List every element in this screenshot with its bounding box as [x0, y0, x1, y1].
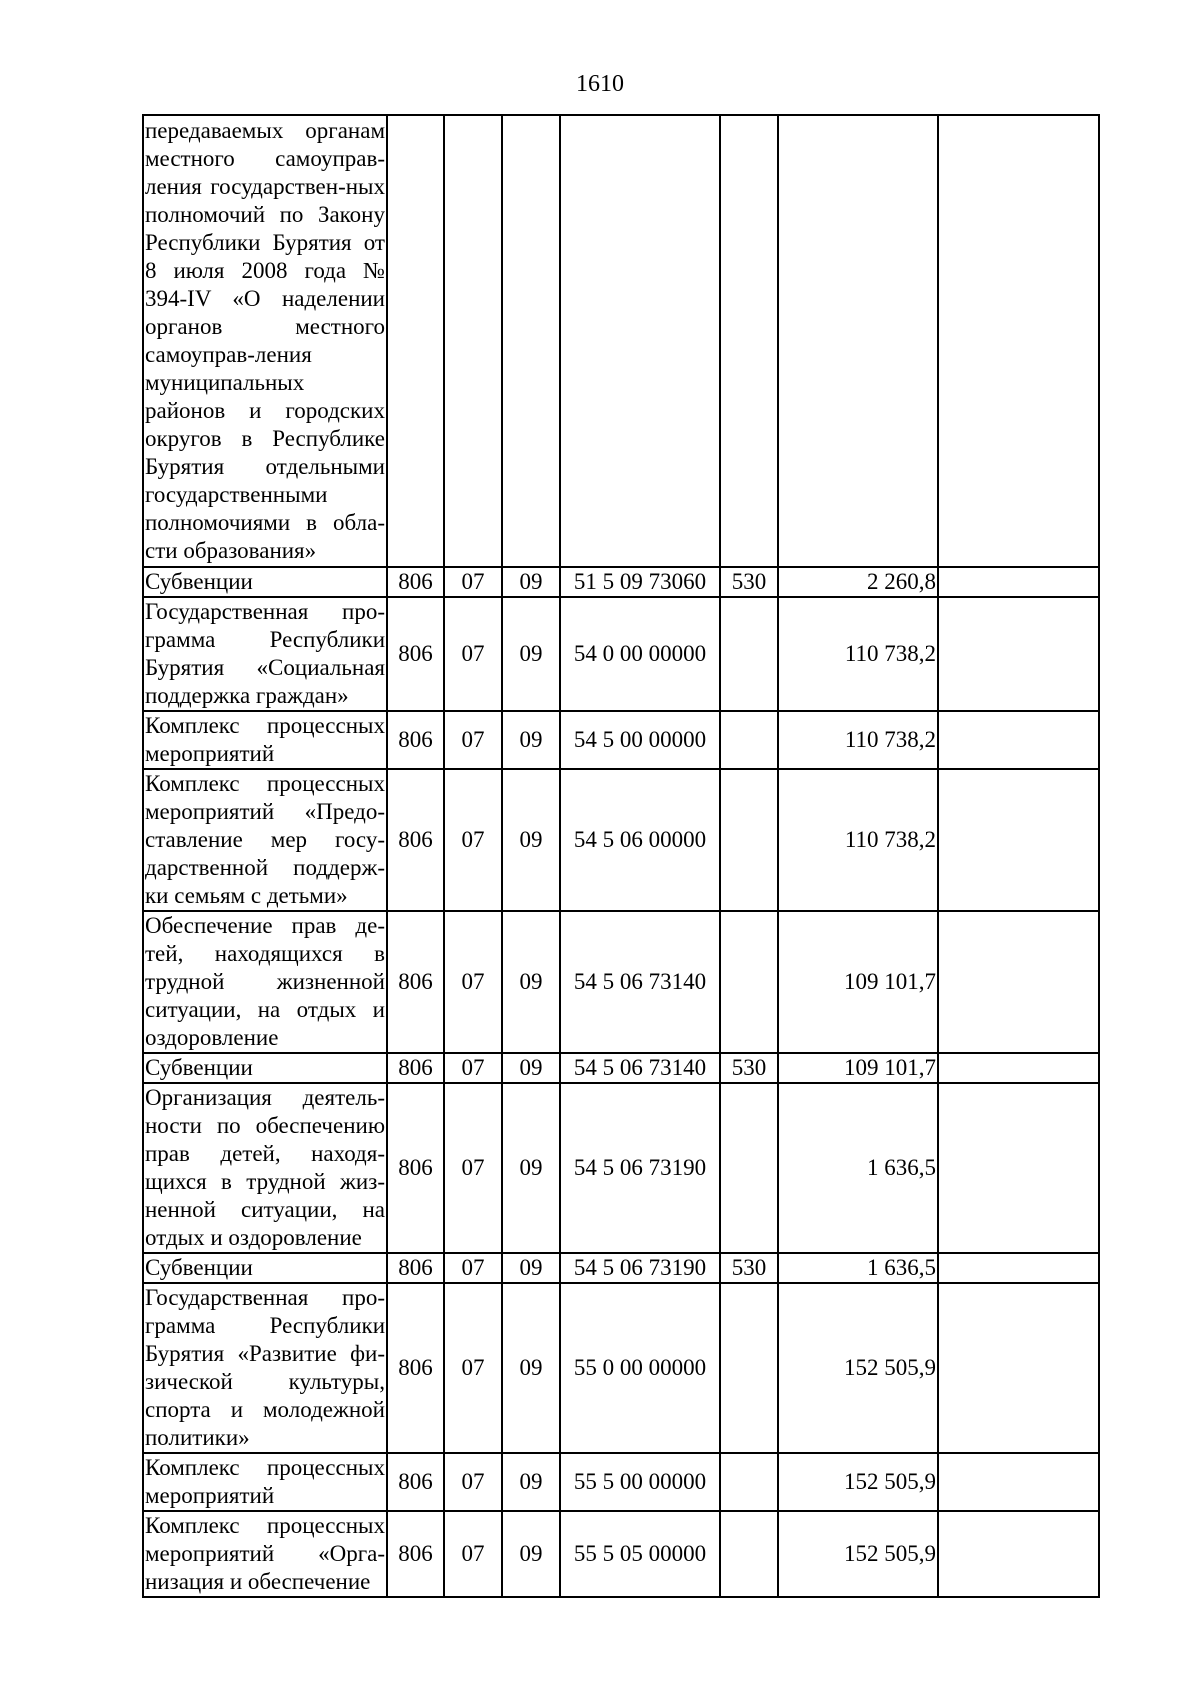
extra-column — [938, 1053, 1099, 1083]
ved-code: 806 — [387, 1083, 444, 1253]
extra-column — [938, 597, 1099, 711]
target-article-code: 54 5 06 73190 — [560, 1253, 720, 1283]
target-article-code: 54 5 06 73140 — [560, 911, 720, 1053]
table-row — [143, 711, 1099, 769]
expense-type-code — [720, 711, 778, 769]
amount: 110 738,2 — [778, 769, 938, 911]
expense-type-code — [720, 1283, 778, 1453]
section-code: 07 — [444, 1511, 502, 1597]
amount: 152 505,9 — [778, 1283, 938, 1453]
subsection-code: 09 — [502, 1253, 560, 1283]
table-row — [143, 1053, 1099, 1083]
amount: 109 101,7 — [778, 1053, 938, 1083]
row-name: Субвенции — [143, 567, 387, 597]
row-name: Организация деятель-ности по обеспечению прав детей, находя-щихся в трудной жиз-ненной ситуации, на отдых и оздоровление — [143, 1083, 387, 1253]
section-code: 07 — [444, 769, 502, 911]
table-row — [143, 1283, 1099, 1453]
ved-code: 806 — [387, 769, 444, 911]
row-name: Субвенции — [143, 1053, 387, 1083]
extra-column — [938, 1283, 1099, 1453]
expense-type-code: 530 — [720, 1053, 778, 1083]
section-code: 07 — [444, 911, 502, 1053]
extra-column — [938, 1511, 1099, 1597]
target-article-code — [560, 115, 720, 567]
page-number: 1610 — [576, 71, 624, 97]
row-name: передаваемых органам местного самоуправ-ления государствен-ных полномочий по Закону Республики Бурятия от 8 июля 2008 года № 394-IV «О наделении органов местного самоуправ-ления муниципальных районов и городских округов в Республике Бурятия отдельными государственными полномочиями в обла-сти образования» — [143, 115, 387, 567]
section-code: 07 — [444, 1253, 502, 1283]
amount: 110 738,2 — [778, 597, 938, 711]
row-name: Государственная про-грамма Республики Бурятия «Развитие фи-зической культуры, спорта и молодежной политики» — [143, 1283, 387, 1453]
extra-column — [938, 911, 1099, 1053]
expense-type-code: 530 — [720, 1253, 778, 1283]
extra-column — [938, 567, 1099, 597]
target-article-code: 54 5 06 73190 — [560, 1083, 720, 1253]
subsection-code: 09 — [502, 567, 560, 597]
ved-code: 806 — [387, 1053, 444, 1083]
extra-column — [938, 1083, 1099, 1253]
amount — [778, 115, 938, 567]
ved-code: 806 — [387, 1253, 444, 1283]
row-name: Комплекс процессных мероприятий — [143, 711, 387, 769]
target-article-code: 54 0 00 00000 — [560, 597, 720, 711]
section-code: 07 — [444, 567, 502, 597]
table-row — [143, 597, 1099, 711]
row-name: Обеспечение прав де-тей, находящихся в трудной жизненной ситуации, на отдых и оздоровление — [143, 911, 387, 1053]
row-name: Субвенции — [143, 1253, 387, 1283]
row-name: Комплекс процессных мероприятий — [143, 1453, 387, 1511]
expense-type-code — [720, 1511, 778, 1597]
table-row — [143, 115, 1099, 567]
table-row — [143, 1511, 1099, 1597]
subsection-code: 09 — [502, 769, 560, 911]
expense-type-code — [720, 769, 778, 911]
ved-code: 806 — [387, 567, 444, 597]
table-row — [143, 769, 1099, 911]
extra-column — [938, 1453, 1099, 1511]
table-row — [143, 1253, 1099, 1283]
budget-table — [142, 114, 1100, 1598]
amount: 1 636,5 — [778, 1253, 938, 1283]
target-article-code: 54 5 00 00000 — [560, 711, 720, 769]
section-code: 07 — [444, 597, 502, 711]
amount: 110 738,2 — [778, 711, 938, 769]
amount: 109 101,7 — [778, 911, 938, 1053]
row-name: Комплекс процессных мероприятий «Предо-ставление мер госу-дарственной поддерж-ки семьям с детьми» — [143, 769, 387, 911]
ved-code: 806 — [387, 1453, 444, 1511]
table-row — [143, 1083, 1099, 1253]
subsection-code — [502, 115, 560, 567]
extra-column — [938, 1253, 1099, 1283]
extra-column — [938, 769, 1099, 911]
expense-type-code — [720, 1083, 778, 1253]
target-article-code: 54 5 06 73140 — [560, 1053, 720, 1083]
extra-column — [938, 115, 1099, 567]
table-row — [143, 1453, 1099, 1511]
expense-type-code: 530 — [720, 567, 778, 597]
expense-type-code — [720, 597, 778, 711]
amount: 2 260,8 — [778, 567, 938, 597]
subsection-code: 09 — [502, 1083, 560, 1253]
table-row — [143, 567, 1099, 597]
amount: 152 505,9 — [778, 1511, 938, 1597]
section-code: 07 — [444, 1083, 502, 1253]
subsection-code: 09 — [502, 711, 560, 769]
target-article-code: 55 0 00 00000 — [560, 1283, 720, 1453]
subsection-code: 09 — [502, 1053, 560, 1083]
target-article-code: 55 5 05 00000 — [560, 1511, 720, 1597]
subsection-code: 09 — [502, 911, 560, 1053]
subsection-code: 09 — [502, 1453, 560, 1511]
target-article-code: 51 5 09 73060 — [560, 567, 720, 597]
section-code: 07 — [444, 1053, 502, 1083]
row-name: Комплекс процессных мероприятий «Орга-низация и обеспечение — [143, 1511, 387, 1597]
budget-table-body — [143, 115, 1099, 1597]
section-code: 07 — [444, 711, 502, 769]
section-code: 07 — [444, 1283, 502, 1453]
row-name: Государственная про-грамма Республики Бурятия «Социальная поддержка граждан» — [143, 597, 387, 711]
ved-code: 806 — [387, 711, 444, 769]
target-article-code: 54 5 06 00000 — [560, 769, 720, 911]
extra-column — [938, 711, 1099, 769]
target-article-code: 55 5 00 00000 — [560, 1453, 720, 1511]
ved-code — [387, 115, 444, 567]
amount: 1 636,5 — [778, 1083, 938, 1253]
ved-code: 806 — [387, 597, 444, 711]
subsection-code: 09 — [502, 597, 560, 711]
ved-code: 806 — [387, 1283, 444, 1453]
expense-type-code — [720, 115, 778, 567]
table-row — [143, 911, 1099, 1053]
ved-code: 806 — [387, 911, 444, 1053]
subsection-code: 09 — [502, 1283, 560, 1453]
section-code: 07 — [444, 1453, 502, 1511]
expense-type-code — [720, 1453, 778, 1511]
subsection-code: 09 — [502, 1511, 560, 1597]
section-code — [444, 115, 502, 567]
expense-type-code — [720, 911, 778, 1053]
ved-code: 806 — [387, 1511, 444, 1597]
amount: 152 505,9 — [778, 1453, 938, 1511]
